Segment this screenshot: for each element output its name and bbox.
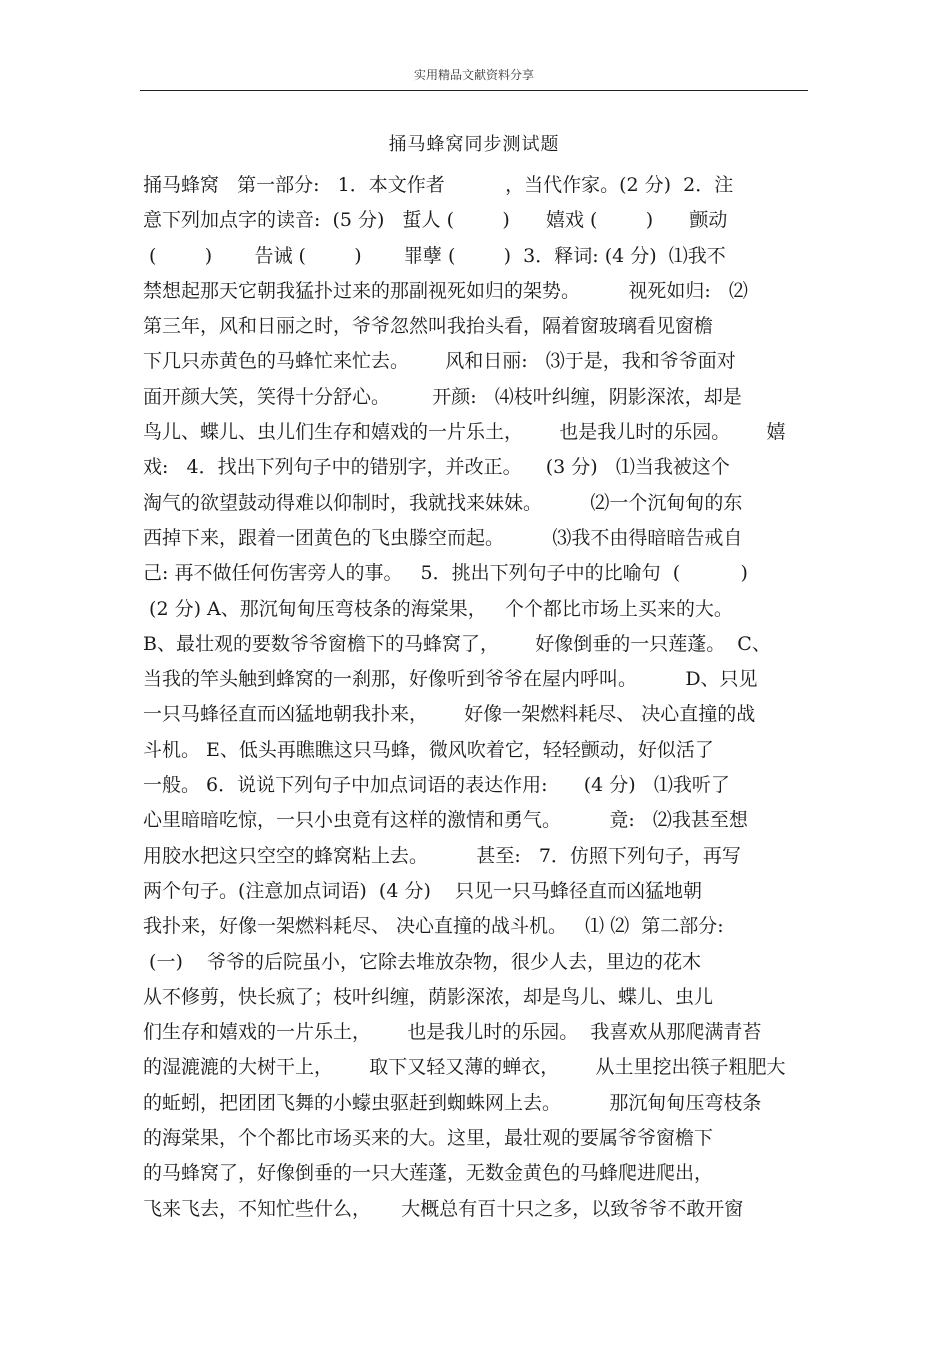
text-line: 西掉下来，跟着一团黄色的飞虫滕空而起。 ⑶我不由得暗暗告戒自 [143,526,743,549]
text-line: 的蚯蚓，把团团飞舞的小蠓虫驱赶到蜘蛛网上去。 那沉甸甸压弯枝条 [143,1091,762,1114]
text-line: 的湿漉漉的大树干上， 取下又轻又薄的蝉衣， 从土里挖出筷子粗肥大 [143,1056,786,1079]
text-line: 一般。 6．说说下列句子中加点词语的表达作用: (4 分) ⑴我听了 [143,774,730,797]
running-header: 实用精品文献资料分享 [413,68,534,82]
text-line: 意下列加点字的读音: (5 分) 蜇人 ( ) 嬉戏 ( ) 颤动 [143,209,728,232]
text-line: 两个句子。(注意加点词语) (4 分) 只见一只马蜂径直而凶猛地朝 [143,879,703,902]
text-line: 斗机。 E、低头再瞧瞧这只马蜂，微风吹着它，轻轻颤动，好似活了 [143,738,714,761]
text-line: 第三年，风和日丽之时，爷爷忽然叫我抬头看，隔着窗玻璃看见窗檐 [143,315,714,338]
text-line: 捅马蜂窝 第一部分: 1．本文作者 ，当代作家。(2 分) 2．注 [143,174,734,196]
text-line: 禁想起那天它朝我猛扑过来的那副视死如归的架势。 视死如归: ⑵ [143,279,748,302]
text-line: (2 分) A、那沉甸甸压弯枝条的海棠果， 个个都比市场上买来的大。 [143,597,733,620]
header-rule [140,90,808,91]
text-line: 们生存和嬉戏的一片乐土， 也是我儿时的乐园。 我喜欢从那爬满青苔 [143,1021,762,1044]
text-line: B、最壮观的要数爷爷窗檐下的马蜂窝了， 好像倒垂的一只莲蓬。 C、 [143,632,771,655]
text-line: 面开颜大笑，笑得十分舒心。 开颜: ⑷枝叶纠缠，阴影深浓，却是 [143,385,742,408]
document-title: 捅马蜂窝同步测试题 [388,134,560,155]
text-line: 用胶水把这只空空的蜂窝粘上去。 甚至: 7．仿照下列句子，再写 [143,844,741,867]
text-line: 下几只赤黄色的马蜂忙来忙去。 风和日丽: ⑶于是，我和爷爷面对 [143,350,736,373]
text-line: 己: 再不做任何伤害旁人的事。 5．挑出下列句子中的比喻句 ( ) [143,562,748,585]
text-line: 的海棠果，个个都比市场买来的大。这里，最壮观的要属爷爷窗檐下 [143,1127,714,1150]
body-text [143,168,811,1227]
text-line: 一只马蜂径直而凶猛地朝我扑来， 好像一架燃料耗尽、 决心直撞的战 [143,703,756,726]
text-line: 淘气的欲望鼓动得难以仰制时，我就找来妹妹。 ⑵一个沉甸甸的东 [143,491,743,514]
text-line: 戏: 4．找出下列句子中的错别字，并改正。 (3 分) ⑴当我被这个 [143,456,730,479]
text-line: 心里暗暗吃惊，一只小虫竟有这样的激情和勇气。 竟: ⑵我甚至想 [143,809,748,832]
text-line: ( ) 告诫 ( ) 罪孽 ( ) 3．释词: (4 分) ⑴我不 [143,244,726,267]
text-line: 从不修剪，快长疯了；枝叶纠缠，荫影深浓，却是鸟儿、蝶儿、虫儿 [143,985,714,1008]
text-line: 飞来飞去，不知忙些什么， 大概总有百十只之多，以致爷爷不敢开窗 [143,1197,744,1220]
text-line: 当我的竿头触到蜂窝的一刹那，好像听到爷爷在屋内呼叫。 D、只见 [143,668,758,691]
text-line: 鸟儿、蝶儿、虫儿们生存和嬉戏的一片乐土， 也是我儿时的乐园。 嬉 [143,421,786,444]
text-line: (一) 爷爷的后院虽小，它除去堆放杂物，很少人去，里边的花木 [143,950,702,973]
text-line: 的马蜂窝了，好像倒垂的一只大莲蓬，无数金黄色的马蜂爬进爬出， [143,1162,714,1185]
text-line: 我扑来，好像一架燃料耗尽、 决心直撞的战斗机。 ⑴ ⑵ 第二部分: [143,915,724,938]
